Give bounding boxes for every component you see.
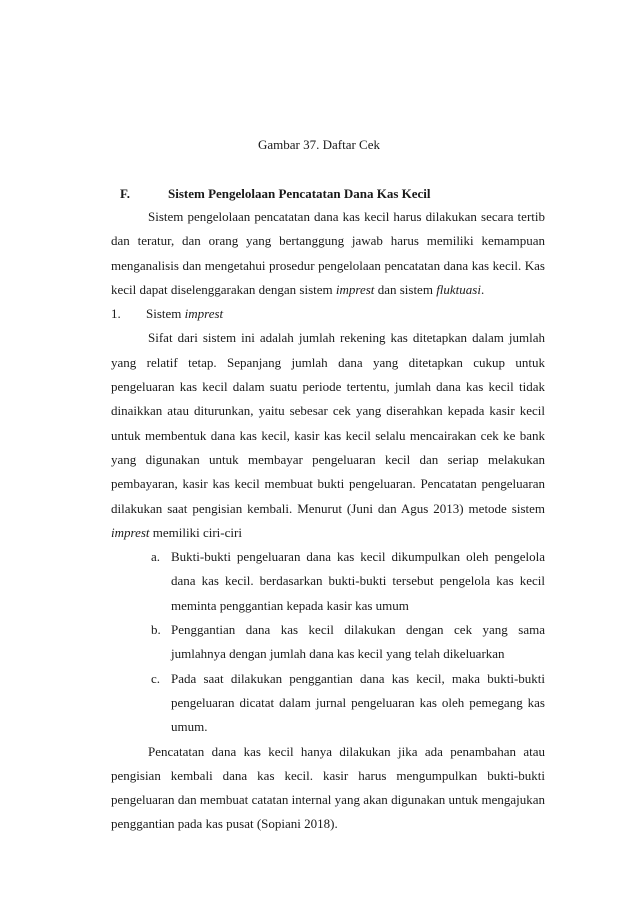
subsection-label: Sistem (146, 306, 185, 322)
characteristics-list (111, 545, 545, 739)
paragraph-intro-text: Sistem pengelolaan pencatatan dana kas kecil harus dilakukan secara tertib dan teratur, dan orang yang bertanggung jawab harus memiliki kemampuan menganalisis dan mengetahui prosedur pengelolaan pencatatan dana kas kecil. Kas kecil dapat diselenggarakan dengan sistem (111, 209, 545, 297)
section-title: Sistem Pengelolaan Pencatatan Dana Kas Kecil (168, 186, 431, 201)
list-item (111, 545, 545, 618)
subsection-term: imprest (184, 306, 224, 322)
list-item-text: Bukti-bukti pengeluaran dana kas kecil dikumpulkan oleh pengelola dana kas kecil. berdasarkan bukti-bukti tersebut pengelola kas kecil meminta penggantian kepada kasir kas umum (171, 549, 545, 613)
subsection-number: 1. (111, 306, 121, 322)
term-fluktuasi: fluktuasi (436, 281, 481, 297)
paragraph-imprest-end: memiliki ciri-ciri (149, 524, 242, 540)
list-item-text: Penggantian dana kas kecil dilakukan dengan cek yang sama jumlahnya dengan jumlah dana kas kecil yang telah dikeluarkan (171, 622, 545, 662)
term-imprest: imprest (335, 281, 375, 297)
list-marker: b. (151, 622, 161, 638)
paragraph-imprest (111, 326, 545, 545)
paragraph-intro-end: . (480, 281, 485, 297)
paragraph-imprest-text: Sifat dari sistem ini adalah jumlah rekening kas ditetapkan dalam jumlah yang relatif tetap. Sepanjang jumlah dana yang ditetapkan cukup untuk pengeluaran kas kecil dalam suatu periode tertentu, jumlah dana kas kecil tidak dinaikkan atau diturunkan, yaitu sebesar cek yang diserahkan kepada kasir kecil untuk membentuk dana kas kecil, kasir kas kecil selalu mencairakan cek ke bank yang digunakan untuk membayar pengeluaran kecil dan seriap melakukan pembayaran, kasir kas kecil membuat bukti pengeluaran. Pencatatan pengeluaran dilakukan saat pengisian kembali. Menurut (Juni dan Agus 2013) metode sistem (111, 330, 545, 516)
list-item-text: Pada saat dilakukan penggantian dana kas kecil, maka bukti-bukti pengeluaran dicatat dalam jurnal pengeluaran kas oleh pemegang kas umum. (171, 670, 545, 735)
paragraph-intro-mid: dan sistem (374, 281, 437, 297)
subsection-heading (111, 302, 545, 326)
list-item (111, 667, 545, 740)
list-marker: c. (151, 670, 161, 686)
list-item (111, 618, 545, 667)
paragraph-intro (111, 205, 545, 302)
term-imprest-2: imprest (111, 524, 150, 540)
section-number: F. (120, 186, 130, 201)
document-body (111, 205, 545, 837)
paragraph-closing: Pencatatan dana kas kecil hanya dilakukan jika ada penambahan atau pengisian kembali dana kas kecil. kasir harus mengumpulkan bukti-bukti pengeluaran dan membuat catatan internal yang akan digunakan untuk mengajukan penggantian pada kas pusat (Sopiani 2018). (111, 743, 545, 832)
section-heading (120, 186, 545, 202)
list-marker: a. (151, 549, 161, 565)
figure-caption: Gambar 37. Daftar Cek (257, 137, 380, 152)
